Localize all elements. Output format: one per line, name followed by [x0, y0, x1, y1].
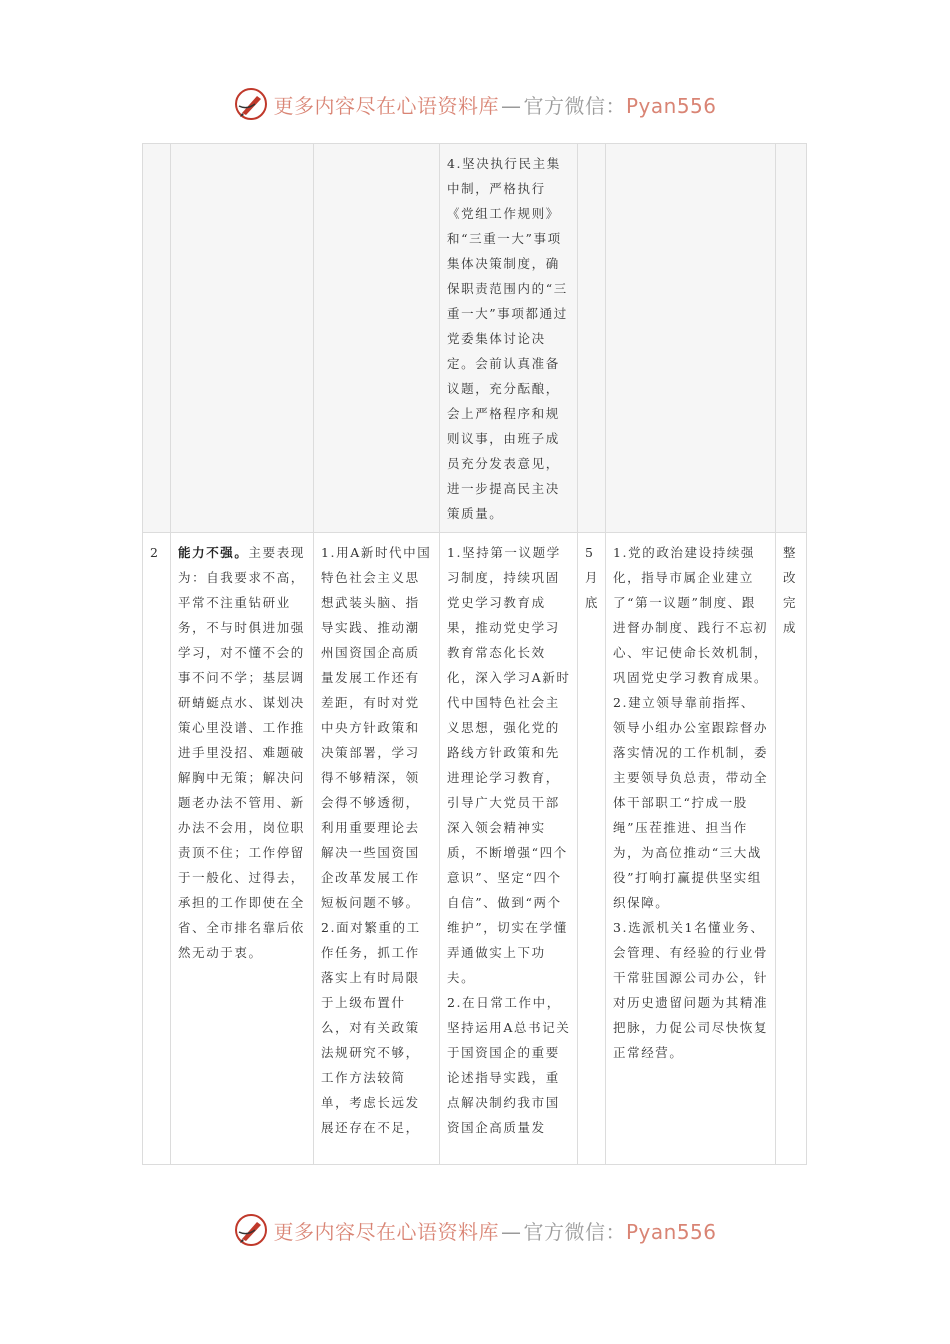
banner-wechat-id: Pyan556 [625, 93, 717, 118]
footer-banner [0, 1210, 950, 1250]
deadline-text: 5月底 [585, 545, 600, 610]
cell-causes [314, 144, 440, 533]
cell-problem [171, 533, 314, 1165]
banner-dash: — [500, 93, 522, 118]
banner-wechat-label: 官方微信： [523, 93, 626, 118]
cell-results [606, 144, 776, 533]
measure-item: 1.坚持第一议题学习制度，持续巩固党史学习教育成果，推动党史学习教育常态化长效化，深入学习A新时代中国特色社会主义思想，强化党的路线方针政策和先进理论学习教育，引导广大党员干部深入领会精神实质，不断增强“四个意识”、坚定“四个自信”、做到“两个维护”，切实在学懂弄通做实上下功夫。 [447, 545, 571, 985]
banner-wechat-id: Pyan556 [625, 1219, 717, 1244]
cell-measures [440, 144, 578, 533]
banner-title: 更多内容尽在心语资料库 [273, 93, 499, 118]
cell-causes [314, 533, 440, 1165]
cause-item: 2.面对繁重的工作任务，抓工作落实上有时局限于上级布置什么，对有关政策法规研究不够，工作方法较简单，考虑长远发展还存在不足， [321, 920, 421, 1135]
banner-wechat-label: 官方微信： [523, 1219, 626, 1244]
table-row [143, 533, 807, 1165]
pen-logo-icon [233, 86, 269, 122]
measure-item: 2.在日常工作中，坚持运用A总书记关于国资国企的重要论述指导实践，重点解决制约我市国资国企高质量发 [447, 995, 571, 1135]
result-item: 1.党的政治建设持续强化，指导市属企业建立了“第一议题”制度、跟进督办制度、践行不忘初心、牢记使命长效机制，巩固党史学习教育成果。 [613, 545, 769, 685]
banner-dash: — [500, 1219, 522, 1244]
measure-item: 4.坚决执行民主集中制，严格执行《党组工作规则》和“三重一大”事项集体决策制度，确保职责范围内的“三重一大”事项都通过党委集体讨论决定。会前认真准备议题，充分酝酿，会上严格程序和规则议事，由班子成员充分发表意见，进一步提高民主决策质量。 [447, 156, 568, 521]
banner-text [273, 1216, 716, 1245]
cell-results [606, 533, 776, 1165]
table-row [143, 144, 807, 533]
cause-item: 1.用A新时代中国特色社会主义思想武装头脑、指导实践、推动潮州国资国企高质量发展工作还有差距，有时对党中央方针政策和决策部署，学习得不够精深，领会得不够透彻，利用重要理论去解决一些国资国企改革发展工作短板问题不够。 [321, 545, 432, 910]
cell-problem [171, 144, 314, 533]
banner-text [273, 90, 716, 119]
header-banner [0, 84, 950, 124]
problem-lead: 能力不强。 [178, 545, 249, 560]
rectification-table [142, 143, 807, 1165]
cell-deadline [578, 533, 606, 1165]
problem-text: 主要表现为：自我要求不高，平常不注重钻研业务，不与时俱进加强学习，对不懂不会的事不问不学；基层调研蜻蜓点水、谋划决策心里没谱、工作推进手里没招、难题破解胸中无策；解决问题老办法不管用、新办法不会用，岗位职责顶不住；工作停留于一般化、过得去，承担的工作即使在全省、全市排名靠后依然无动于衷。 [178, 545, 305, 960]
cell-status [776, 144, 807, 533]
result-item: 2.建立领导靠前指挥、领导小组办公室跟踪督办落实情况的工作机制，委主要领导负总责，带动全体干部职工“拧成一股绳”压茬推进、担当作为，为高位推动“三大战役”打响打赢提供坚实组织保障。 [613, 695, 769, 910]
status-text: 整改完成 [783, 545, 798, 635]
cell-deadline [578, 144, 606, 533]
result-item: 3.选派机关1名懂业务、会管理、有经验的行业骨干常驻国源公司办公，针对历史遗留问题为其精准把脉，力促公司尽快恢复正常经营。 [613, 920, 769, 1060]
row-index: 2 [150, 545, 160, 560]
pen-logo-icon [233, 1212, 269, 1248]
cell-index [143, 144, 171, 533]
cell-status [776, 533, 807, 1165]
cell-index [143, 533, 171, 1165]
banner-title: 更多内容尽在心语资料库 [273, 1219, 499, 1244]
cell-measures [440, 533, 578, 1165]
